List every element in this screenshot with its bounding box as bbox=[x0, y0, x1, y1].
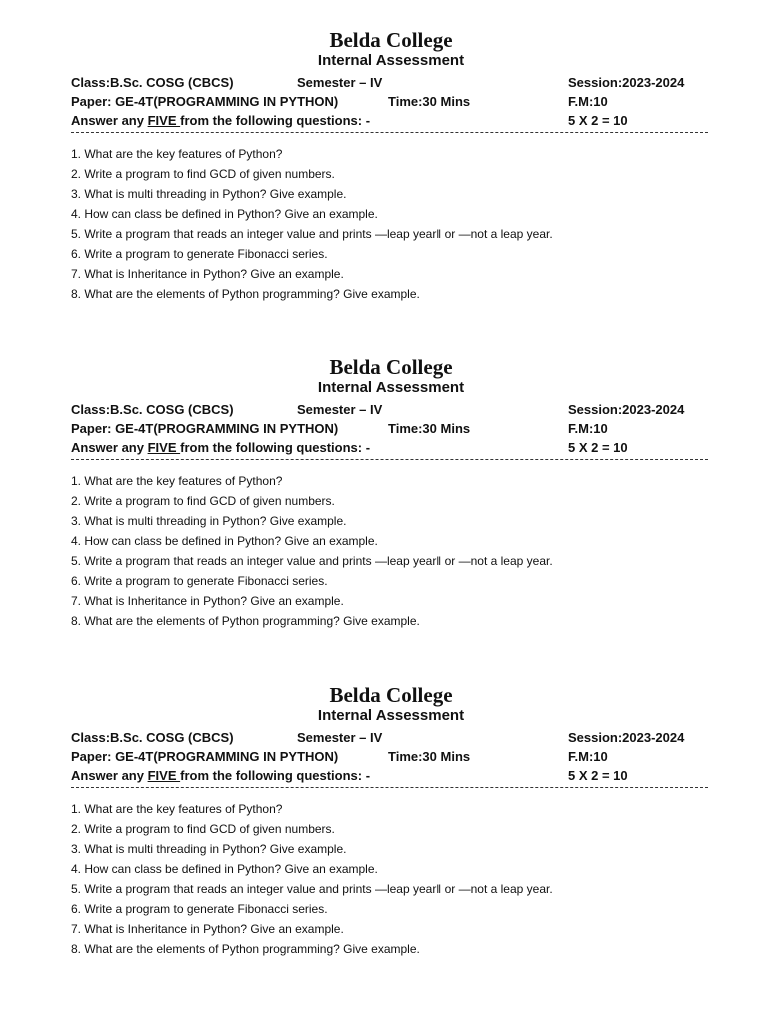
full-marks-label: F.M:10 bbox=[568, 94, 608, 109]
question-item: 4. How can class be defined in Python? Give an example. bbox=[71, 862, 378, 876]
question-item: 1. What are the key features of Python? bbox=[71, 474, 283, 488]
instruction-suffix: from the following questions: - bbox=[180, 113, 371, 128]
question-item: 2. Write a program to find GCD of given numbers. bbox=[71, 822, 335, 836]
dashed-divider bbox=[71, 787, 708, 788]
question-item: 4. How can class be defined in Python? Give an example. bbox=[71, 534, 378, 548]
question-item: 1. What are the key features of Python? bbox=[71, 147, 283, 161]
class-label: Class:B.Sc. COSG (CBCS) bbox=[71, 730, 234, 745]
time-label: Time:30 Mins bbox=[388, 749, 471, 764]
question-list bbox=[71, 144, 711, 304]
question-item: 8. What are the elements of Python programming? Give example. bbox=[71, 287, 420, 301]
question-item: 8. What are the elements of Python programming? Give example. bbox=[71, 614, 420, 628]
question-item: 5. Write a program that reads an integer value and prints ―leap year‖ or ―not a leap year. bbox=[71, 227, 553, 241]
marks-scheme: 5 X 2 = 10 bbox=[568, 768, 628, 783]
instruction-prefix: Answer any bbox=[71, 768, 148, 783]
question-item: 7. What is Inheritance in Python? Give an example. bbox=[71, 267, 344, 281]
question-item: 8. What are the elements of Python programming? Give example. bbox=[71, 942, 420, 956]
instruction-emphasis: FIVE bbox=[147, 113, 181, 128]
question-item: 7. What is Inheritance in Python? Give an example. bbox=[71, 594, 344, 608]
full-marks-label: F.M:10 bbox=[568, 749, 608, 764]
question-item: 3. What is multi threading in Python? Give example. bbox=[71, 187, 347, 201]
session-label: Session:2023-2024 bbox=[568, 730, 685, 745]
instruction-emphasis: FIVE bbox=[147, 768, 181, 783]
time-label: Time:30 Mins bbox=[388, 421, 471, 436]
college-name: Belda College bbox=[329, 683, 453, 707]
full-marks-label: F.M:10 bbox=[568, 421, 608, 436]
question-item: 6. Write a program to generate Fibonacci series. bbox=[71, 574, 328, 588]
question-item: 6. Write a program to generate Fibonacci series. bbox=[71, 902, 328, 916]
paper-label: Paper: GE-4T(PROGRAMMING IN PYTHON) bbox=[71, 421, 339, 436]
class-label: Class:B.Sc. COSG (CBCS) bbox=[71, 402, 234, 417]
session-label: Session:2023-2024 bbox=[568, 75, 685, 90]
question-paper-3 bbox=[71, 683, 711, 983]
instruction-text bbox=[71, 768, 370, 784]
question-item: 3. What is multi threading in Python? Give example. bbox=[71, 842, 347, 856]
semester-label: Semester – IV bbox=[297, 75, 383, 90]
assessment-title: Internal Assessment bbox=[317, 379, 465, 396]
instruction-suffix: from the following questions: - bbox=[180, 768, 371, 783]
assessment-title: Internal Assessment bbox=[317, 52, 465, 69]
paper-label: Paper: GE-4T(PROGRAMMING IN PYTHON) bbox=[71, 94, 339, 109]
instruction-text bbox=[71, 440, 370, 456]
college-name: Belda College bbox=[329, 355, 453, 379]
instruction-prefix: Answer any bbox=[71, 440, 148, 455]
question-list bbox=[71, 471, 711, 631]
question-item: 4. How can class be defined in Python? Give an example. bbox=[71, 207, 378, 221]
question-item: 6. Write a program to generate Fibonacci series. bbox=[71, 247, 328, 261]
session-label: Session:2023-2024 bbox=[568, 402, 685, 417]
semester-label: Semester – IV bbox=[297, 402, 383, 417]
class-label: Class:B.Sc. COSG (CBCS) bbox=[71, 75, 234, 90]
question-item: 1. What are the key features of Python? bbox=[71, 802, 283, 816]
question-list bbox=[71, 799, 711, 959]
question-paper-1 bbox=[71, 28, 711, 328]
marks-scheme: 5 X 2 = 10 bbox=[568, 440, 628, 455]
marks-scheme: 5 X 2 = 10 bbox=[568, 113, 628, 128]
question-item: 5. Write a program that reads an integer value and prints ―leap year‖ or ―not a leap year. bbox=[71, 554, 553, 568]
assessment-title: Internal Assessment bbox=[317, 707, 465, 724]
paper-label: Paper: GE-4T(PROGRAMMING IN PYTHON) bbox=[71, 749, 339, 764]
dashed-divider bbox=[71, 132, 708, 133]
instruction-emphasis: FIVE bbox=[147, 440, 181, 455]
instruction-text bbox=[71, 113, 370, 129]
question-item: 2. Write a program to find GCD of given numbers. bbox=[71, 494, 335, 508]
question-item: 7. What is Inheritance in Python? Give an example. bbox=[71, 922, 344, 936]
time-label: Time:30 Mins bbox=[388, 94, 471, 109]
dashed-divider bbox=[71, 459, 708, 460]
college-name: Belda College bbox=[329, 28, 453, 52]
semester-label: Semester – IV bbox=[297, 730, 383, 745]
question-item: 3. What is multi threading in Python? Give example. bbox=[71, 514, 347, 528]
question-paper-2 bbox=[71, 355, 711, 655]
question-item: 5. Write a program that reads an integer value and prints ―leap year‖ or ―not a leap year. bbox=[71, 882, 553, 896]
instruction-prefix: Answer any bbox=[71, 113, 148, 128]
question-item: 2. Write a program to find GCD of given numbers. bbox=[71, 167, 335, 181]
instruction-suffix: from the following questions: - bbox=[180, 440, 371, 455]
